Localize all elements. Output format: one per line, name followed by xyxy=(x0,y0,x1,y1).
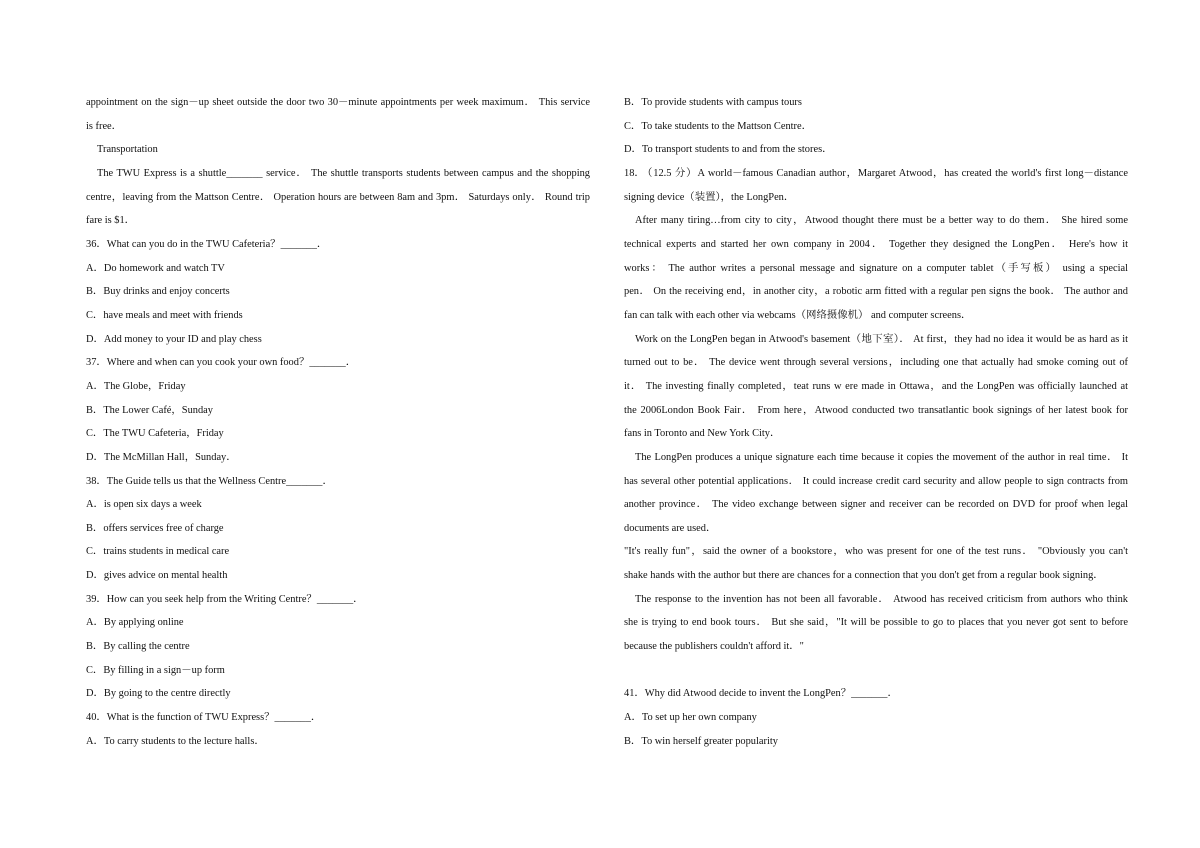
paragraph-line: technical experts and started her own company in 2004． Together they designed the LongPen． Here's how it xyxy=(624,238,1128,250)
paragraph-line: fans in Toronto and New York City． xyxy=(624,428,781,440)
question-40: 40．What is the function of TWU Express？_______． xyxy=(86,712,322,724)
paragraph-line: turned out to be． The device went through several versions，including one that actually had smoke coming out of xyxy=(624,357,1128,369)
option-d: D．By going to the centre directly xyxy=(86,688,231,700)
question-number: 18． xyxy=(624,167,645,179)
paragraph-line: the 2006London Book Fair． From here，Atwood conducted two transatlantic book signings of her latest book for xyxy=(624,404,1128,416)
option-a: A．is open six days a week xyxy=(86,499,202,511)
paragraph-line: another province． The video exchange between signer and receiver can be recorded on DVD for proof when legal xyxy=(624,499,1128,511)
paragraph-line: pen． On the receiving end，in another city，a robotic arm fitted with a regular pen signs the book． The author and xyxy=(624,286,1128,298)
paragraph-line: it． The investing finally completed，teat runs w ere made in Ottawa，and the LongPen was officially launched at xyxy=(624,380,1128,392)
option-c: C．The TWU Cafeteria，Friday xyxy=(86,428,224,440)
option-a: A．By applying online xyxy=(86,617,184,629)
option-b: B．To win herself greater popularity xyxy=(624,735,778,747)
paragraph-line: fan can talk with each other via webcams（网络摄像机） and computer screens． xyxy=(624,309,972,321)
option-b: B．The Lower Café，Sunday xyxy=(86,404,213,416)
paragraph-line: After many tiring…from city to city，Atwood thought there must be a better way to do them． She hired some xyxy=(635,215,1128,227)
paragraph-line: The LongPen produces a unique signature each time because it copies the movement of the author in real time． It xyxy=(635,451,1128,463)
paragraph-line: fare is $1． xyxy=(86,215,136,227)
paragraph-line: is free． xyxy=(86,120,123,132)
question-36: 36．What can you do in the TWU Cafeteria？_______． xyxy=(86,238,328,250)
paragraph-line: The response to the invention has not been all favorable． Atwood has received criticism from authors who think xyxy=(635,593,1128,605)
option-d: D．Add money to your ID and play chess xyxy=(86,333,262,345)
question-18-text: （12.5 分）A world－famous Canadian author，Margaret Atwood，has created the world's first long－distance xyxy=(642,167,1128,179)
question-38: 38．The Guide tells us that the Wellness Centre_______． xyxy=(86,475,333,487)
option-c: C．have meals and meet with friends xyxy=(86,309,243,321)
option-b: B．Buy drinks and enjoy concerts xyxy=(86,286,230,298)
question-18-header xyxy=(624,162,1128,186)
option-b: B．offers services free of charge xyxy=(86,522,224,534)
question-37: 37．Where and when can you cook your own food？_______． xyxy=(86,357,357,369)
paragraph-line: signing device（装置），the LongPen． xyxy=(624,191,795,203)
paragraph-line: "It's really fun"，said the owner of a bookstore，who was present for one of the test runs． "Obviously you can't xyxy=(624,546,1128,558)
option-a: A．Do homework and watch TV xyxy=(86,262,225,274)
option-c: C．To take students to the Mattson Centre． xyxy=(624,120,813,132)
question-39: 39．How can you seek help from the Writing Centre？_______． xyxy=(86,593,364,605)
option-c: C．By filling in a sign－up form xyxy=(86,664,225,676)
right-column xyxy=(624,91,1128,753)
paragraph-line: she is trying to end book tours． But she said，"It will be possible to go to places that you never got sent to before xyxy=(624,617,1128,629)
paragraph-line: documents are used． xyxy=(624,522,717,534)
option-a: A．The Globe，Friday xyxy=(86,380,186,392)
option-d: D．To transport students to and from the stores． xyxy=(624,144,833,156)
option-a: A．To carry students to the lecture halls． xyxy=(86,735,265,747)
paragraph-line: shake hands with the author but there are chances for a connection that you don't get from a regular book signing． xyxy=(624,570,1104,582)
option-d: D．The McMillan Hall，Sunday． xyxy=(86,451,237,463)
option-c: C．trains students in medical care xyxy=(86,546,230,558)
section-heading-transportation: Transportation xyxy=(97,144,158,156)
option-b: B．By calling the centre xyxy=(86,641,190,653)
paragraph-line: works： The author writes a personal message and signature on a computer tablet（手写板） using a special xyxy=(624,262,1128,274)
paragraph-line: appointment on the sign－up sheet outside the door two 30－minute appointments per week maximum． This service xyxy=(86,97,590,108)
paragraph-line: Work on the LongPen began in Atwood's basement（地下室）． At first，they had no idea it would be as hard as it xyxy=(635,333,1128,345)
paragraph-line: has several other potential applications． It could increase credit card security and allow people to sign contracts from xyxy=(624,475,1128,487)
question-41: 41．Why did Atwood decide to invent the LongPen？_______． xyxy=(624,688,898,700)
paragraph-line: because the publishers couldn't afford it．" xyxy=(624,641,804,653)
paragraph-line: The TWU Express is a shuttle_______ service． The shuttle transports students between campus and the shopping xyxy=(97,167,590,179)
spacer xyxy=(624,659,1128,683)
option-b: B．To provide students with campus tours xyxy=(624,97,802,108)
option-a: A．To set up her own company xyxy=(624,712,757,724)
paragraph-line: centre，leaving from the Mattson Centre． Operation hours are between 8am and 3pm． Saturdays only． Round trip xyxy=(86,191,590,203)
option-d: D．gives advice on mental health xyxy=(86,570,228,582)
left-column xyxy=(86,91,590,753)
